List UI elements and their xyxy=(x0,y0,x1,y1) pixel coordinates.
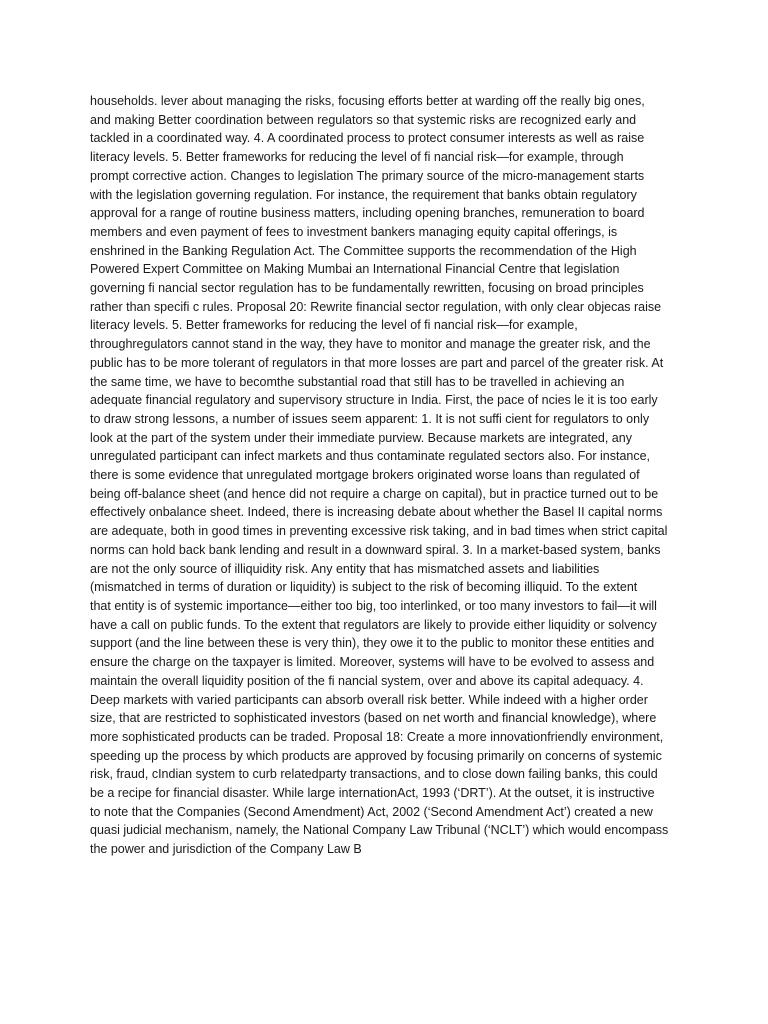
text-line: Powered Expert Committee on Making Mumbai an International Financial Centre that legislation xyxy=(90,262,620,277)
text-line: rather than specifi c rules. Proposal 20: Rewrite financial sector regulation, with only clear objecas raise xyxy=(90,299,662,314)
text-line: have a call on public funds. To the extent that regulators are likely to provide either liquidity or solvency xyxy=(90,617,657,632)
text-line: are adequate, both in good times in preventing excessive risk taking, and in bad times when strict capital xyxy=(90,524,668,539)
text-line: the power and jurisdiction of the Company Law B xyxy=(90,842,362,857)
text-line: maintain the overall liquidity position of the fi nancial system, over and above its capital adequacy. 4. xyxy=(90,673,644,688)
body-text xyxy=(90,92,690,859)
text-line: effectively onbalance sheet. Indeed, there is increasing debate about whether the Basel II capital norms xyxy=(90,505,663,520)
text-line: to note that the Companies (Second Amendment) Act, 2002 (‘Second Amendment Act’) created a new xyxy=(90,804,653,819)
text-line: throughregulators cannot stand in the way, they have to monitor and manage the greater risk, and the xyxy=(90,337,651,352)
text-line: enshrined in the Banking Regulation Act. The Committee supports the recommendation of the High xyxy=(90,243,637,258)
text-line: that entity is of systemic importance—either too big, too interlinked, or too many investors to fail—it will xyxy=(90,598,657,613)
text-line: adequate financial regulatory and supervisory structure in India. First, the pace of ncies le it is too early xyxy=(90,393,658,408)
text-line: public has to be more tolerant of regulators in that more losses are part and parcel of the greater risk. At xyxy=(90,355,664,370)
text-line: size, that are restricted to sophisticated investors (based on net worth and financial knowledge), where xyxy=(90,711,657,726)
text-line: look at the part of the system under their immediate purview. Because markets are integrated, any xyxy=(90,430,632,445)
text-line: risk, fraud, cIndian system to curb relatedparty transactions, and to close down failing banks, this could xyxy=(90,767,658,782)
text-line: unregulated participant can infect markets and thus contaminate regulated sectors also. For instance, xyxy=(90,449,651,464)
text-line: to draw strong lessons, a number of issues seem apparent: 1. It is not suffi cient for regulators to only xyxy=(90,411,650,426)
text-line: support (and the line between these is very thin), they owe it to the public to monitor these entities and xyxy=(90,636,655,651)
text-line: (mismatched in terms of duration or liquidity) is subject to the risk of becoming illiquid. To the extent xyxy=(90,580,638,595)
text-line: Deep markets with varied participants can absorb overall risk better. While indeed with a higher order xyxy=(90,692,648,707)
text-line: literacy levels. 5. Better frameworks for reducing the level of fi nancial risk—for example, xyxy=(90,318,578,333)
text-line: there is some evidence that unregulated mortgage brokers originated worse loans than regulated of xyxy=(90,468,640,483)
text-line: members and even payment of fees to investment bankers managing equity capital offerings, is xyxy=(90,224,618,239)
text-line: households. lever about managing the risks, focusing efforts better at warding off the really big ones, xyxy=(90,94,645,108)
text-line: literacy levels. 5. Better frameworks for reducing the level of fi nancial risk—for example, through xyxy=(90,150,624,165)
text-line: with the legislation governing regulation. For instance, the requirement that banks obtain regulatory xyxy=(90,187,637,202)
text-line: quasi judicial mechanism, namely, the National Company Law Tribunal (‘NCLT’) which would encompass xyxy=(90,823,669,838)
text-line: are not the only source of illiquidity risk. Any entity that has mismatched assets and liabilities xyxy=(90,561,600,576)
text-line: the same time, we have to becomthe substantial road that still has to be travelled in achieving an xyxy=(90,374,625,389)
text-line: tackled in a coordinated way. 4. A coordinated process to protect consumer interests as well as raise xyxy=(90,131,645,146)
text-line: be a recipe for financial disaster. While large internationAct, 1993 (‘DRT’). At the outset, it is instructive xyxy=(90,786,655,801)
text-line: prompt corrective action. Changes to legislation The primary source of the micro-management starts xyxy=(90,168,645,183)
text-line: speeding up the process by which products are approved by focusing primarily on concerns of systemic xyxy=(90,748,662,763)
text-line: ensure the charge on the taxpayer is limited. Moreover, systems will have to be evolved to assess and xyxy=(90,655,655,670)
text-line: more sophisticated products can be traded. Proposal 18: Create a more innovationfriendly environment, xyxy=(90,729,664,744)
text-line: norms can hold back bank lending and result in a downward spiral. 3. In a market-based system, banks xyxy=(90,542,661,557)
text-line: and making Better coordination between regulators so that systemic risks are recognized early and xyxy=(90,112,637,127)
text-line: approval for a range of routine business matters, including opening branches, remuneration to board xyxy=(90,206,645,221)
text-line: governing fi nancial sector regulation has to be fundamentally rewritten, focusing on broad principles xyxy=(90,281,644,296)
text-line: being off-balance sheet (and hence did not require a charge on capital), but in practice turned out to be xyxy=(90,486,659,501)
